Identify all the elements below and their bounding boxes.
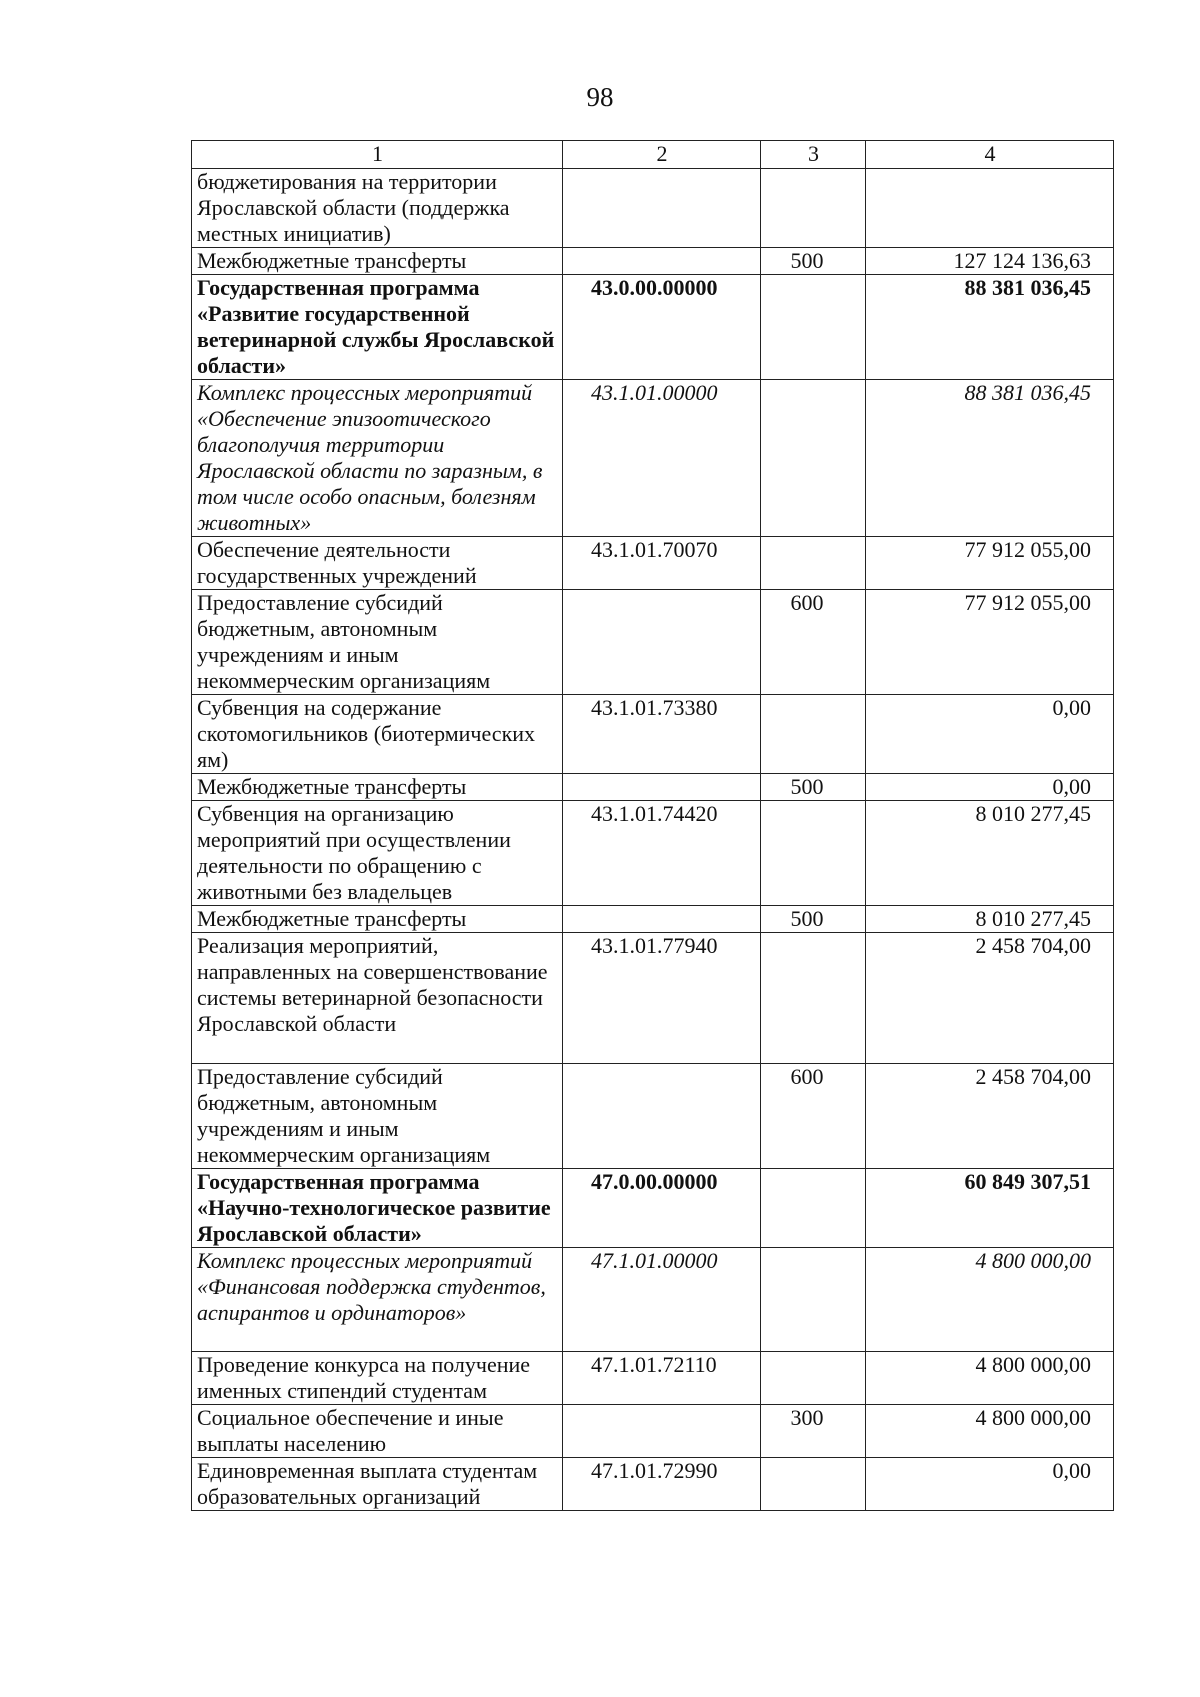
table-row bbox=[192, 774, 1114, 801]
row-code-cell: 43.1.01.00000 bbox=[563, 380, 761, 537]
row-amount-cell: 4 800 000,00 bbox=[866, 1248, 1114, 1352]
row-name-cell: Межбюджетные трансферты bbox=[192, 248, 563, 275]
row-name-cell: Межбюджетные трансферты bbox=[192, 906, 563, 933]
table-row bbox=[192, 695, 1114, 774]
table-row bbox=[192, 275, 1114, 380]
table-row bbox=[192, 1064, 1114, 1169]
row-expense-type-cell: 500 bbox=[761, 774, 866, 801]
row-amount-cell: 4 800 000,00 bbox=[866, 1405, 1114, 1458]
row-amount-cell: 88 381 036,45 bbox=[866, 380, 1114, 537]
row-expense-type-cell bbox=[761, 695, 866, 774]
row-name-cell: Реализация мероприятий, направленных на совершенствование системы ветеринарной безопасности Ярославской области bbox=[192, 933, 563, 1064]
table-row bbox=[192, 1458, 1114, 1511]
table-row bbox=[192, 590, 1114, 695]
row-expense-type-cell bbox=[761, 169, 866, 248]
row-amount-cell: 88 381 036,45 bbox=[866, 275, 1114, 380]
row-name-cell: бюджетирования на территории Ярославской области (поддержка местных инициатив) bbox=[192, 169, 563, 248]
row-amount-cell: 2 458 704,00 bbox=[866, 1064, 1114, 1169]
row-amount-cell: 77 912 055,00 bbox=[866, 590, 1114, 695]
row-amount-cell: 2 458 704,00 bbox=[866, 933, 1114, 1064]
table-row bbox=[192, 1405, 1114, 1458]
row-expense-type-cell bbox=[761, 1169, 866, 1248]
row-code-cell bbox=[563, 774, 761, 801]
row-amount-cell: 0,00 bbox=[866, 774, 1114, 801]
row-name-cell: Субвенция на содержание скотомогильников (биотермических ям) bbox=[192, 695, 563, 774]
row-code-cell: 43.1.01.77940 bbox=[563, 933, 761, 1064]
table-row bbox=[192, 537, 1114, 590]
row-expense-type-cell bbox=[761, 275, 866, 380]
row-name-cell: Предоставление субсидий бюджетным, автономным учреждениям и иным некоммерческим организациям bbox=[192, 1064, 563, 1169]
row-name-cell: Комплекс процессных мероприятий «Обеспечение эпизоотического благополучия территории Ярославской области по заразным, в том числе особо опасным, болезням животных» bbox=[192, 380, 563, 537]
row-expense-type-cell: 300 bbox=[761, 1405, 866, 1458]
row-name-cell: Субвенция на организацию мероприятий при осуществлении деятельности по обращению с животными без владельцев bbox=[192, 801, 563, 906]
row-expense-type-cell bbox=[761, 380, 866, 537]
row-code-cell: 47.1.01.72110 bbox=[563, 1352, 761, 1405]
row-name-cell: Комплекс процессных мероприятий «Финансовая поддержка студентов, аспирантов и ординаторов» bbox=[192, 1248, 563, 1352]
table-row bbox=[192, 248, 1114, 275]
header-col-1: 1 bbox=[192, 141, 563, 169]
header-col-3: 3 bbox=[761, 141, 866, 169]
table-row bbox=[192, 906, 1114, 933]
row-amount-cell: 0,00 bbox=[866, 1458, 1114, 1511]
row-expense-type-cell bbox=[761, 933, 866, 1064]
table-row bbox=[192, 1352, 1114, 1405]
row-expense-type-cell bbox=[761, 1352, 866, 1405]
row-code-cell: 47.0.00.00000 bbox=[563, 1169, 761, 1248]
page-number: 98 bbox=[586, 82, 614, 112]
row-amount-cell: 8 010 277,45 bbox=[866, 801, 1114, 906]
row-expense-type-cell: 600 bbox=[761, 1064, 866, 1169]
row-code-cell bbox=[563, 1064, 761, 1169]
row-code-cell: 43.1.01.70070 bbox=[563, 537, 761, 590]
row-code-cell bbox=[563, 590, 761, 695]
row-amount-cell: 127 124 136,63 bbox=[866, 248, 1114, 275]
row-code-cell: 43.0.00.00000 bbox=[563, 275, 761, 380]
row-name-cell: Социальное обеспечение и иные выплаты населению bbox=[192, 1405, 563, 1458]
row-code-cell: 47.1.01.00000 bbox=[563, 1248, 761, 1352]
row-code-cell bbox=[563, 906, 761, 933]
row-expense-type-cell bbox=[761, 801, 866, 906]
row-expense-type-cell bbox=[761, 537, 866, 590]
table-body bbox=[192, 169, 1114, 1511]
row-code-cell: 47.1.01.72990 bbox=[563, 1458, 761, 1511]
row-amount-cell: 60 849 307,51 bbox=[866, 1169, 1114, 1248]
row-expense-type-cell bbox=[761, 1458, 866, 1511]
row-code-cell bbox=[563, 1405, 761, 1458]
budget-table bbox=[191, 140, 1114, 1511]
row-name-cell: Межбюджетные трансферты bbox=[192, 774, 563, 801]
row-expense-type-cell: 500 bbox=[761, 906, 866, 933]
row-amount-cell: 4 800 000,00 bbox=[866, 1352, 1114, 1405]
row-amount-cell: 0,00 bbox=[866, 695, 1114, 774]
row-amount-cell: 77 912 055,00 bbox=[866, 537, 1114, 590]
header-col-4: 4 bbox=[866, 141, 1114, 169]
table-row bbox=[192, 169, 1114, 248]
row-code-cell bbox=[563, 169, 761, 248]
table-row bbox=[192, 1248, 1114, 1352]
table-header-row bbox=[192, 141, 1114, 169]
row-amount-cell: 8 010 277,45 bbox=[866, 906, 1114, 933]
row-name-cell: Проведение конкурса на получение именных стипендий студентам bbox=[192, 1352, 563, 1405]
row-name-cell: Государственная программа «Развитие государственной ветеринарной службы Ярославской области» bbox=[192, 275, 563, 380]
header-col-2: 2 bbox=[563, 141, 761, 169]
table-row bbox=[192, 801, 1114, 906]
row-code-cell: 43.1.01.73380 bbox=[563, 695, 761, 774]
row-name-cell: Предоставление субсидий бюджетным, автономным учреждениям и иным некоммерческим организациям bbox=[192, 590, 563, 695]
row-name-cell: Государственная программа «Научно-технологическое развитие Ярославской области» bbox=[192, 1169, 563, 1248]
row-amount-cell bbox=[866, 169, 1114, 248]
row-name-cell: Обеспечение деятельности государственных учреждений bbox=[192, 537, 563, 590]
row-name-cell: Единовременная выплата студентам образовательных организаций bbox=[192, 1458, 563, 1511]
table-row bbox=[192, 380, 1114, 537]
row-code-cell bbox=[563, 248, 761, 275]
row-expense-type-cell: 600 bbox=[761, 590, 866, 695]
table-row bbox=[192, 1169, 1114, 1248]
row-expense-type-cell bbox=[761, 1248, 866, 1352]
row-expense-type-cell: 500 bbox=[761, 248, 866, 275]
table-row bbox=[192, 933, 1114, 1064]
row-code-cell: 43.1.01.74420 bbox=[563, 801, 761, 906]
